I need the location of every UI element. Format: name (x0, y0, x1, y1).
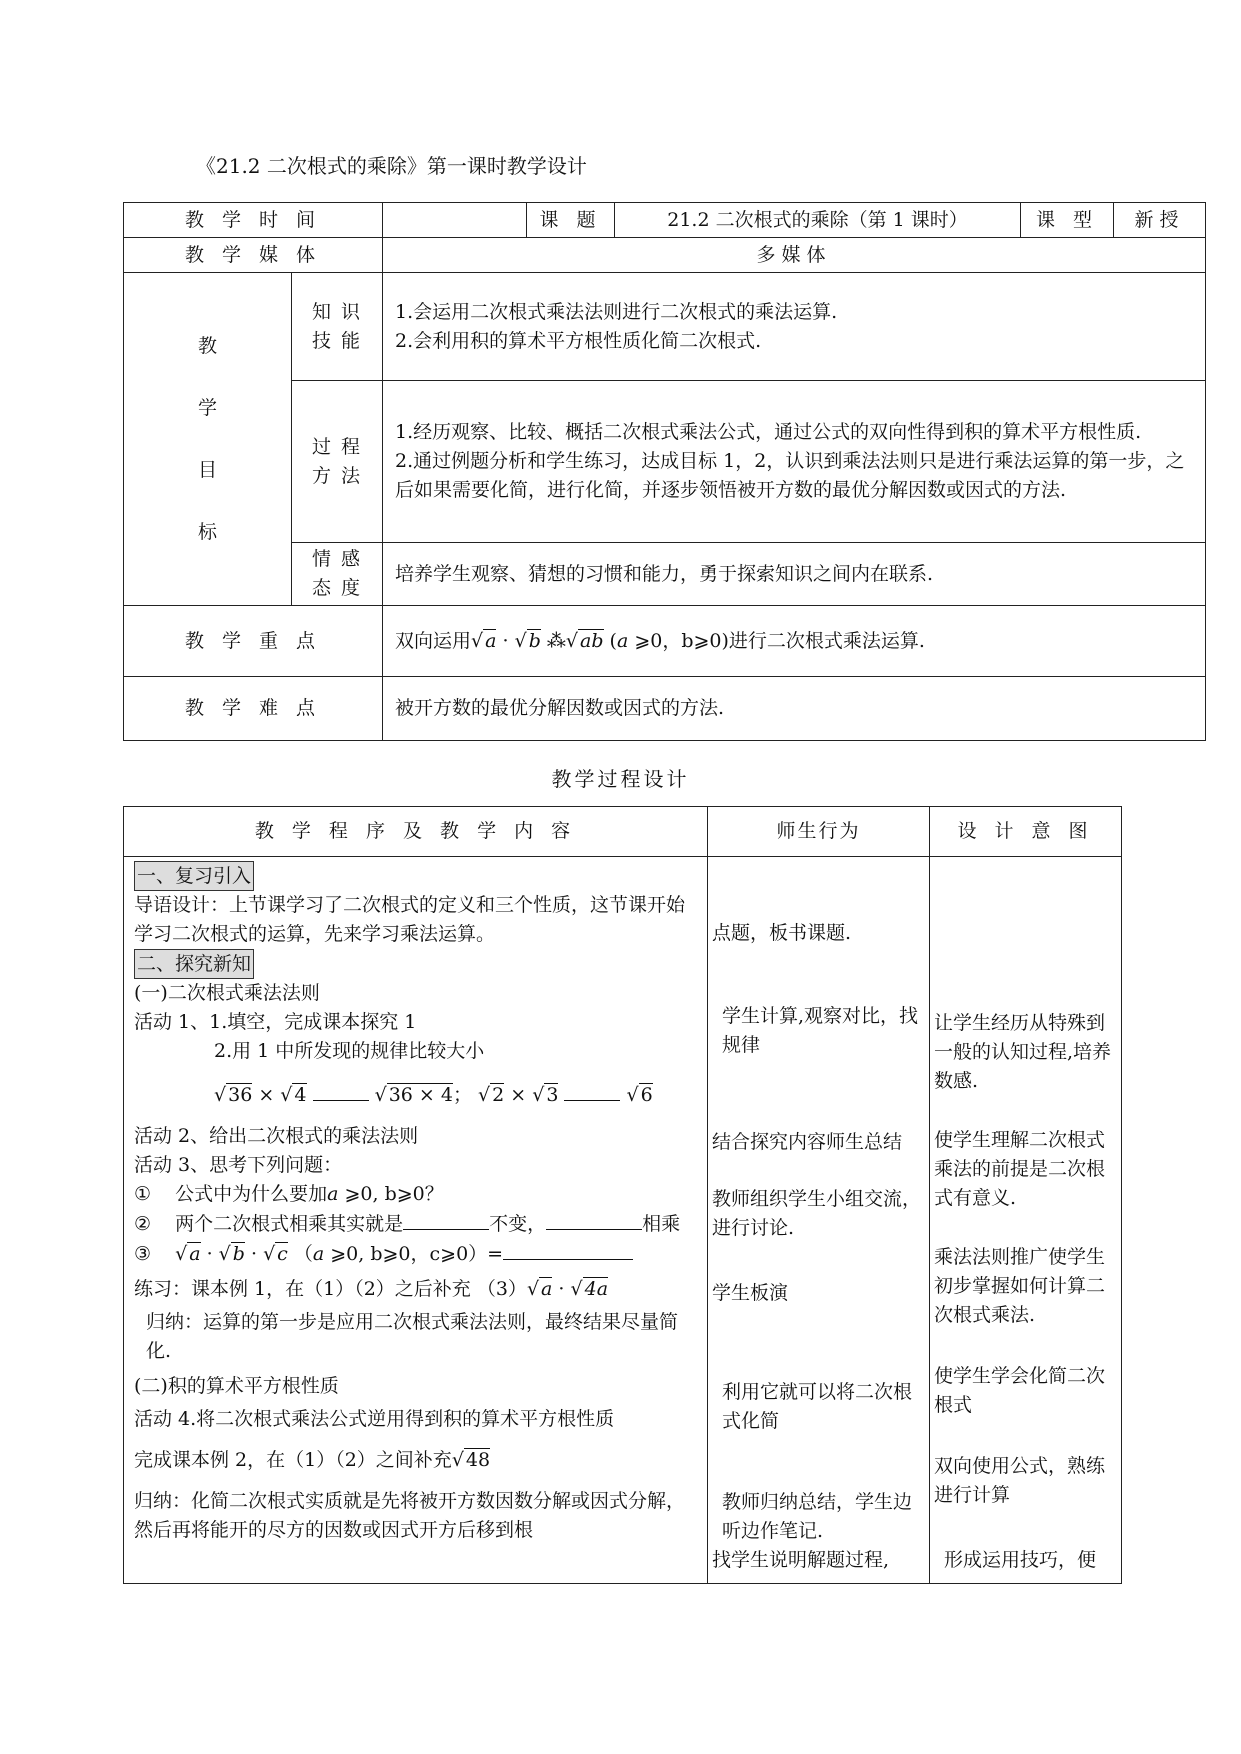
key-sqrt-a: a (485, 629, 497, 652)
media-value: 多媒体 (383, 238, 1206, 273)
intent-2: 使学生理解二次根式乘法的前提是二次根式有意义. (934, 1129, 1106, 1209)
activity-2: 活动 2、给出二次根式的乘法法则 (134, 1125, 419, 1147)
sqrt-icon: √ (565, 629, 579, 652)
sqrt-icon: √ (478, 1084, 491, 1106)
behavior-2: 学生计算,观察对比，找规律 (722, 1005, 919, 1056)
knowledge-label (292, 273, 383, 381)
behavior-1: 点题，板书课题. (712, 922, 852, 944)
process-line: 2.通过例题分析和学生练习，达成目标 1，2，认识到乘法法则只是进行乘法运算的第一步，之后如果需要化简，进行化简，并逐步领悟被开方数的最优分解因数或因式的方法. (395, 450, 1185, 501)
intent-6: 形成运用技巧，便 (944, 1549, 1097, 1571)
process-label-line: 方 法 (311, 464, 363, 487)
behavior-7: 教师归纳总结，学生边听边作笔记. (722, 1491, 913, 1542)
activity-4: 活动 4.将二次根式乘法公式逆用得到积的算术平方根性质 (134, 1408, 615, 1430)
key-sqrt-b: b (528, 629, 541, 652)
process-label-line: 过 程 (311, 435, 363, 458)
key-sqrt-ab: ab (580, 629, 604, 652)
subsection-1: (一)二次根式乘法法则 (134, 982, 320, 1004)
summary-2: 归纳：化简二次根式实质就是先将被开方数因数分解或因式分解，然后再将能开的尽方的因数或因式开方后移到根 (134, 1490, 686, 1541)
process-content (383, 381, 1206, 543)
sqrt-icon: √ (280, 1084, 293, 1106)
sqrt-icon: √ (175, 1243, 188, 1265)
behavior-4: 教师组织学生小组交流，进行讨论. (712, 1188, 922, 1239)
info-table (123, 202, 1206, 741)
example-2 (134, 1446, 701, 1475)
behavior-5: 学生板演 (712, 1282, 789, 1304)
goals-char: 教 (197, 335, 217, 357)
key-cond-rest: ⩾0，b⩾0)进行二次根式乘法运算. (628, 629, 925, 652)
knowledge-line: 1.会运用二次根式乘法法则进行二次根式的乘法运算. (395, 300, 838, 323)
ex-36x4: 36 × 4 (388, 1084, 453, 1106)
process-table (123, 806, 1122, 1584)
q3-b: b (232, 1243, 245, 1265)
q2-post: 相乘 (642, 1213, 681, 1235)
knowledge-content (383, 273, 1206, 381)
sqrt-icon: √ (626, 1084, 639, 1106)
practice-a: a (541, 1278, 553, 1300)
intent-3: 乘法法则推广使学生初步掌握如何计算二次根式乘法. (934, 1246, 1106, 1326)
difficulty-content: 被开方数的最优分解因数或因式的方法. (383, 677, 1206, 741)
q3-number: ③ (134, 1243, 152, 1265)
q1-text: 公式中为什么要加 (175, 1183, 328, 1205)
ex-6: 6 (640, 1084, 653, 1106)
ex-times: × (252, 1084, 281, 1106)
col-header-behavior: 师生行为 (708, 807, 930, 857)
ex-semicolon: ； (452, 1084, 472, 1106)
practice-4a: 4a (584, 1278, 609, 1300)
key-point-content (383, 606, 1206, 677)
goals-char: 标 (197, 521, 217, 543)
question-1 (134, 1180, 701, 1209)
q3-cond-pre: （ (293, 1243, 313, 1265)
q1-cond: ⩾0, b⩾0？ (338, 1183, 444, 1205)
ex-4: 4 (294, 1084, 307, 1106)
sqrt-icon: √ (532, 1084, 545, 1106)
q3-cond-a: a (312, 1243, 325, 1265)
sqrt-icon: √ (218, 1243, 231, 1265)
sqrt-icon: √ (526, 1278, 540, 1300)
intent-1: 让学生经历从特殊到一般的认知过程,培养数感. (934, 1012, 1112, 1092)
process-line: 1.经历观察、比较、概括二次根式乘法公式，通过公式的双向性得到积的算术平方根性质. (395, 421, 1142, 443)
practice-1: 练习：课本例 1，在（1）（2）之后补充 （3）√ a · √ 4a (134, 1278, 609, 1300)
example-2-48: 48 (465, 1449, 491, 1471)
sqrt-icon: √ (451, 1449, 464, 1471)
col-header-content: 教 学 程 序 及 教 学 内 容 (124, 807, 708, 857)
behavior-cell (708, 857, 930, 1584)
q2-mid: 不变， (489, 1213, 547, 1235)
media-label: 教 学 媒 体 (124, 238, 383, 273)
q1-number: ① (134, 1183, 152, 1205)
ex-times: × (504, 1084, 533, 1106)
behavior-6: 利用它就可以将二次根式化简 (722, 1381, 913, 1432)
sqrt-icon: √ (514, 629, 527, 652)
q3-cond-post: ⩾0, b⩾0，c⩾0）= (324, 1243, 504, 1265)
sqrt-icon: √ (570, 1278, 583, 1300)
key-dot: · (496, 629, 515, 652)
q3-c: c (277, 1243, 288, 1265)
topic-label: 课 题 (527, 203, 615, 238)
question-3 (134, 1239, 701, 1269)
knowledge-label-line: 知 识 (311, 300, 363, 323)
document-title: 《21.2 二次根式的乘除》第一课时教学设计 (196, 154, 587, 178)
key-point-label: 教 学 重 点 (124, 606, 383, 677)
sqrt-icon: √ (471, 629, 484, 652)
ex-2: 2 (492, 1084, 505, 1106)
behavior-3: 结合探究内容师生总结 (712, 1131, 903, 1153)
key-cond-open: ( (603, 629, 617, 652)
activity-3: 活动 3、思考下列问题： (134, 1154, 343, 1176)
summary-1: 归纳：运算的第一步是应用二次根式乘法法则，最终结果尽量简化. (146, 1311, 679, 1362)
review-text: 导语设计：上节课学习了二次根式的定义和三个性质，这节课开始学习二次根式的运算，先来学习乘法运算。 (134, 894, 686, 945)
goals-char: 学 (197, 397, 217, 419)
example-2-text: 完成课本例 2，在（1）（2）之间补充 (134, 1449, 452, 1471)
sqrt-icon: √ (263, 1243, 276, 1265)
q3-a: a (189, 1243, 201, 1265)
fill-blank-4[interactable] (546, 1209, 642, 1230)
q1-var: a (327, 1183, 339, 1205)
time-value (383, 203, 527, 238)
knowledge-label-line: 技 能 (311, 329, 363, 352)
fill-blank-1[interactable] (313, 1080, 369, 1101)
knowledge-line: 2.会利用积的算术平方根性质化简二次根式. (395, 329, 762, 352)
fill-blank-5[interactable] (503, 1239, 633, 1260)
goals-label (124, 273, 292, 606)
intent-5: 双向使用公式，熟练进行计算 (934, 1455, 1106, 1506)
process-label (292, 381, 383, 543)
emotion-content: 培养学生观察、猜想的习惯和能力，勇于探索知识之间内在联系. (383, 543, 1206, 606)
q2-text: 两个二次根式相乘其实就是 (175, 1213, 404, 1235)
intent-cell (930, 857, 1122, 1584)
key-cond-a: a (616, 629, 629, 652)
emotion-label (292, 543, 383, 606)
q3-dot: · (244, 1243, 264, 1265)
type-value: 新授 (1114, 203, 1206, 238)
question-2 (134, 1209, 701, 1239)
section-review-title: 一、复习引入 (134, 861, 254, 891)
q3-dot: · (200, 1243, 219, 1265)
q2-number: ② (134, 1213, 152, 1235)
content-cell (124, 857, 708, 1584)
key-symbol: ⁂ (546, 629, 566, 652)
fill-blank-2[interactable] (564, 1080, 620, 1101)
activity-1: 活动 1、1.填空，完成课本探究 1 (134, 1011, 417, 1033)
difficulty-label: 教 学 难 点 (124, 677, 383, 741)
behavior-8: 找学生说明解题过程, (712, 1549, 890, 1571)
sqrt-icon: √ (374, 1084, 387, 1106)
emotion-label-line: 情 感 (311, 548, 363, 570)
type-label: 课 型 (1021, 203, 1114, 238)
ex-3: 3 (546, 1084, 559, 1106)
time-label: 教 学 时 间 (124, 203, 383, 238)
activity-1b: 2.用 1 中所发现的规律比较大小 (214, 1040, 485, 1062)
subsection-2: (二)积的算术平方根性质 (134, 1375, 339, 1397)
emotion-label-line: 态 度 (311, 577, 363, 599)
intent-4: 使学生学会化简二次根式 (934, 1365, 1106, 1416)
sqrt-icon: √ (214, 1084, 227, 1106)
goals-char: 目 (197, 459, 217, 481)
section-explore-title: 二、探究新知 (134, 949, 254, 979)
practice-text: 练习：课本例 1，在（1）（2）之后补充 （3） (134, 1278, 527, 1300)
process-design-title: 教学过程设计 (551, 767, 690, 791)
key-prefix: 双向运用 (395, 629, 472, 652)
compare-exercise (134, 1080, 701, 1110)
fill-blank-3[interactable] (403, 1209, 489, 1230)
col-header-intent: 设 计 意 图 (930, 807, 1122, 857)
ex-36: 36 (228, 1084, 253, 1106)
topic-value: 21.2 二次根式的乘除（第 1 课时） (615, 203, 1021, 238)
